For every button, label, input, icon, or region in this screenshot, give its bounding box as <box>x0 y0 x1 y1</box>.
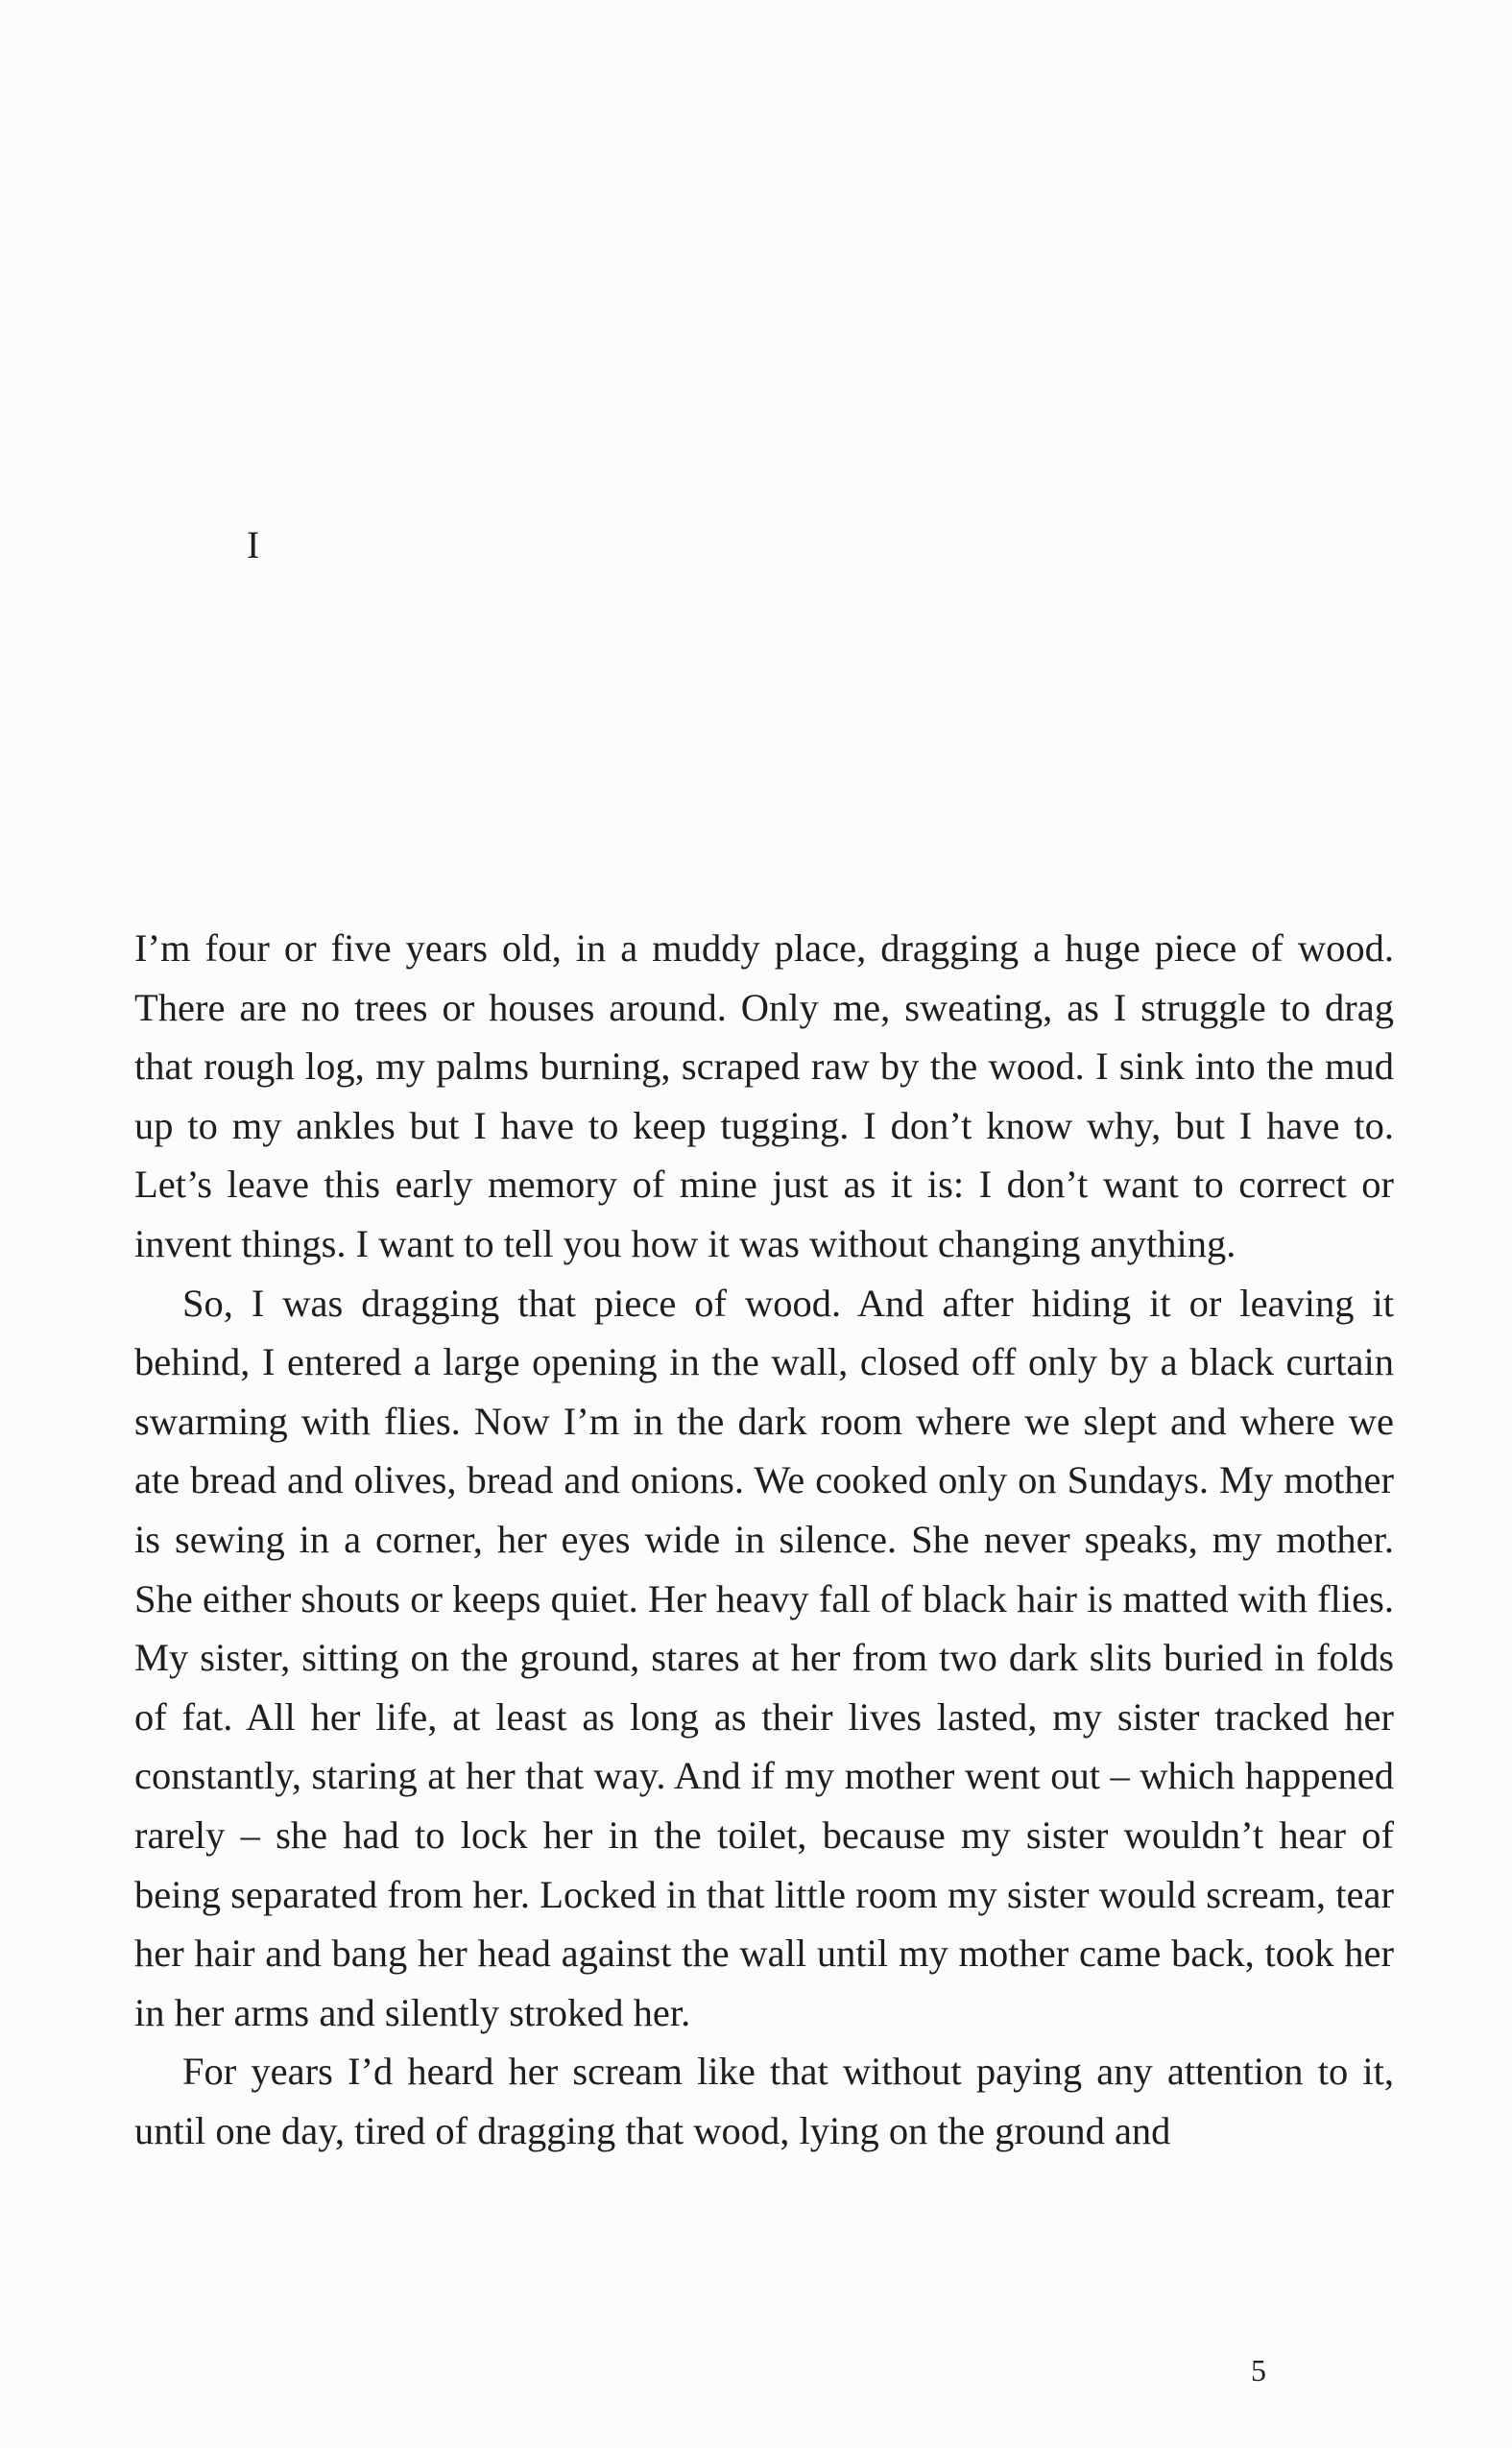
paragraph: I’m four or five years old, in a muddy place, dragging a huge piece of wood. There are no trees or houses around. Only me, sweating, as I struggle to drag that rough log, my palms burning, scraped raw by the wood. I sink into the mud up to my ankles but I have to keep tugging. I don’t know why, but I have to. Let’s leave this early memory of mine just as it is: I don’t want to correct or invent things. I want to tell you how it was without changing anything. <box>134 926 1394 1265</box>
paragraph: For years I’d heard her scream like that without paying any attention to it, until one day, tired of dragging that wood, lying on the ground and <box>134 2050 1394 2152</box>
body-text <box>134 919 1394 2160</box>
page-number: 5 <box>1251 2353 1266 2388</box>
paragraph: So, I was dragging that piece of wood. And after hiding it or leaving it behind, I entered a large opening in the wall, closed off only by a black curtain swarming with flies. Now I’m in the dark room where we slept and where we ate bread and olives, bread and onions. We cooked only on Sundays. My mother is sewing in a corner, her eyes wide in silence. She never speaks, my mother. She either shouts or keeps quiet. Her heavy fall of black hair is matted with flies. My sister, sitting on the ground, stares at her from two dark slits buried in folds of fat. All her life, at least as long as their lives lasted, my sister tracked her constantly, staring at her that way. And if my mother went out – which happened rarely – she had to lock her in the toilet, because my sister wouldn’t hear of being separated from her. Locked in that little room my sister would scream, tear her hair and bang her head against the wall until my mother came back, took her in her arms and silently stroked her. <box>134 1281 1394 2034</box>
chapter-number: I <box>247 523 260 566</box>
